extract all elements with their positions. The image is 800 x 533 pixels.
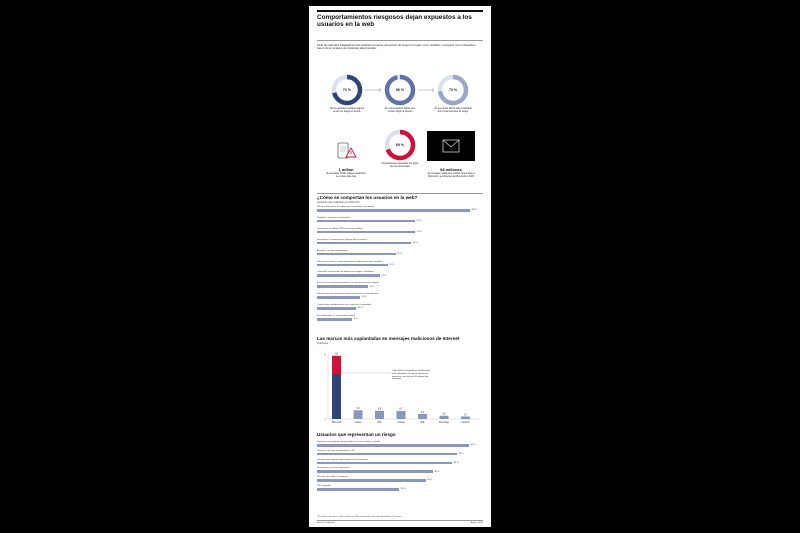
chart1-label-4: Accedió a un sitio web inseguro (317, 249, 348, 252)
bar-aol (418, 411, 427, 419)
bar-highlight-office365 (332, 353, 341, 375)
chart1-value-3: 24 % (412, 241, 418, 244)
chart3-value-5: 34 % (400, 488, 406, 491)
chart3-label-2: Usuarios que estaban relacionados con la formación (317, 458, 368, 461)
chart1-bar-2 (317, 231, 415, 234)
stat-big-1: 1 millón (338, 167, 354, 172)
chart1-bar-3 (317, 242, 411, 245)
chart3-bar-5 (317, 488, 399, 491)
chart3-bar-1 (317, 453, 457, 456)
chart1-value-5: 18 % (389, 263, 395, 266)
divider (317, 193, 483, 194)
chart2-title: Las marcas más suplantadas en mensajes maliciosos de Internet (317, 336, 460, 341)
chart1-value-9: 10 % (357, 307, 363, 310)
chart1-bar-0 (317, 209, 470, 212)
chart1-label-10: Dar credenciales a una fuente no fiable (317, 315, 356, 317)
chart1-title: ¿Cómo se comportan los usuarios en la web? (317, 195, 418, 200)
category-label: Amazon (461, 422, 470, 424)
donut-2 (384, 74, 416, 106)
note: *El informe consultó a 7.500 usuarios y 1.050 profesionales de ciberseguridad en 15 países (317, 516, 402, 518)
stat-caption-1: de mensajes TOAD (ataque telefónico) se envían cada mes (326, 173, 366, 178)
bar-value-label: 5,4 (420, 411, 425, 414)
chart1-label-1: Reutilizó o compartió contraseñas (317, 216, 350, 219)
chart3-label-1: Usuarios a los que los guardarían VIPs (317, 449, 355, 452)
y-tick-label: 0 (324, 418, 326, 421)
category-label: DHL (377, 422, 382, 424)
chart1-value-10: 9 % (353, 318, 358, 321)
chart1-label-5: Hizo clic en enlaces o descargó archivos adjuntos de desconocidos (317, 260, 383, 263)
chart1-label-7: Envió a un correo desconocido en un correo electrónico urgente (317, 282, 380, 285)
donut-1-label: 71 % (342, 88, 352, 93)
donut-caption-2: De estos usuarios sabían que corrían riesgo al hacerlo (384, 108, 416, 113)
chart1-value-7: 13 % (369, 285, 375, 288)
donut-3 (437, 74, 469, 106)
phone-alert-icon (335, 140, 357, 167)
chart1-bar-9 (317, 307, 356, 310)
brands-bar-chart (315, 346, 485, 428)
chart1-label-6: Compartió el dispositivo de trabajo con amigos o familiares (317, 271, 375, 274)
chart3-title: Usuarios que representan un riesgo (317, 432, 396, 437)
chart1-bar-10 (317, 318, 352, 321)
chart1-bar-7 (317, 285, 368, 288)
bar-value-label: 9,4 (356, 408, 360, 411)
donut-ransomware (384, 129, 416, 161)
chart1-value-4: 20 % (397, 252, 402, 255)
credit: Agencia EFE (470, 522, 483, 524)
divider (317, 520, 483, 521)
chart1-value-1: 25 % (416, 220, 422, 223)
chart3-label-4: Personas que dejan la empresa (317, 476, 348, 479)
donut-2-label: 96 % (395, 88, 405, 93)
chart3-value-4: 45 % (427, 479, 433, 482)
chart3-value-3: 48 % (434, 470, 440, 473)
bar-value-label: 3,5 (442, 413, 446, 416)
category-label: Microsoft (331, 422, 342, 424)
chart3-label-0: Usuarios con privilegios empresariales o acceso a datos o fraude (317, 441, 381, 443)
source: Fuente: Proofpoint (317, 522, 335, 524)
chart3-bar-3 (317, 470, 433, 473)
chart2-annotation: Office 365 fue el producto de Microsoft más utilizado en el correo electrónico malicioso, con más de 20 millones de mensajes. (392, 370, 430, 381)
donut-1 (331, 74, 363, 106)
chart3-value-1: 58 % (458, 453, 464, 455)
chart1-label-8: Permitir que otras personas entren en la oficina sin identificarse (317, 293, 379, 296)
chart3-label-5: VIPs vigilados (317, 485, 331, 487)
y-tick-label: 70 (323, 353, 326, 356)
chart1-label-3: Responder a un mensaje de alguien que no conoce (317, 238, 368, 241)
chart1-bar-6 (317, 274, 380, 277)
chart1-value-2: 25 % (416, 231, 422, 233)
chart3-bar-4 (317, 479, 426, 482)
bar-value-label: 68 (335, 353, 338, 356)
bar-dhl (375, 408, 384, 419)
chart1-label-9: Cargar datos confidenciales en la nube de su propiedad (317, 304, 372, 307)
bar-value-label: 8,9 (377, 408, 382, 411)
chart1-bar-4 (317, 253, 396, 256)
chart1-bar-8 (317, 296, 360, 299)
chart1-bar-5 (317, 264, 388, 267)
infographic (309, 6, 491, 527)
top-rule (317, 10, 483, 12)
chart3-value-2: 56 % (453, 461, 459, 464)
bar-docusign (440, 413, 449, 419)
donut-3-label: 73 % (448, 88, 458, 93)
stat-caption-3: de mensajes maliciosos incluían referencias a Microsoft y a productos de Microsoft en 2023 (427, 173, 475, 178)
chart1-label-2: Conectarse sin utilizar VPN en un lugar público (317, 227, 363, 230)
donut-caption-3: De ese grupo afirmó haber realizado dos o más acciones de riesgo (434, 108, 472, 113)
page-title: Comportamientos riesgosos dejan expuestos a los usuarios en la web (317, 14, 472, 29)
chart3-bar-0 (317, 444, 469, 447)
chart1-value-0: 39 % (471, 209, 477, 212)
category-label: AOL (420, 422, 425, 424)
chart3-label-3: Proveedores y socios conectados (317, 467, 350, 470)
chart1-value-8: 11 % (361, 296, 367, 299)
divider (317, 40, 483, 41)
stat-caption-2: Organizaciones afectadas por algún tipo de ransomware (381, 163, 419, 168)
chart1-value-6: 16 % (381, 274, 387, 277)
chart1-subtitle: Acciones que realizaron en 2023 (%) (317, 201, 360, 204)
chart1-label-0: Utilizó el dispositivo de trabajo para actividades personales (317, 206, 375, 208)
category-label: Google (397, 422, 405, 424)
chart1-bar-1 (317, 220, 415, 223)
intro-text: Siete de cada diez trabajadores han realizado al menos una acción de riesgo en la web, como reutilizar o compartir una contraseña o hacer clic en enlaces de remitentes desconocidos (317, 44, 476, 51)
envelope-icon (427, 131, 475, 161)
category-label: DocuSign (439, 422, 449, 424)
stat-big-3: 68 millones (440, 167, 462, 172)
bar-google (397, 408, 406, 419)
category-label: Adobe (354, 422, 362, 424)
chart3-value-0: 63 % (470, 444, 476, 447)
donut-caption-1: De los usuarios realizaron alguna acción de riesgo en la web (329, 108, 365, 113)
arrow-icon (365, 87, 383, 93)
bar-amazon (461, 416, 470, 419)
bar-adobe (354, 410, 363, 419)
bar-value-label: 2,7 (463, 414, 468, 417)
chart3-bar-2 (317, 462, 452, 465)
chart2-ylabel: (millones) (317, 342, 329, 345)
bar-value-label: 8,7 (399, 408, 403, 411)
arrow-icon (418, 87, 436, 93)
donut-ransomware-label: 69 % (395, 143, 405, 148)
